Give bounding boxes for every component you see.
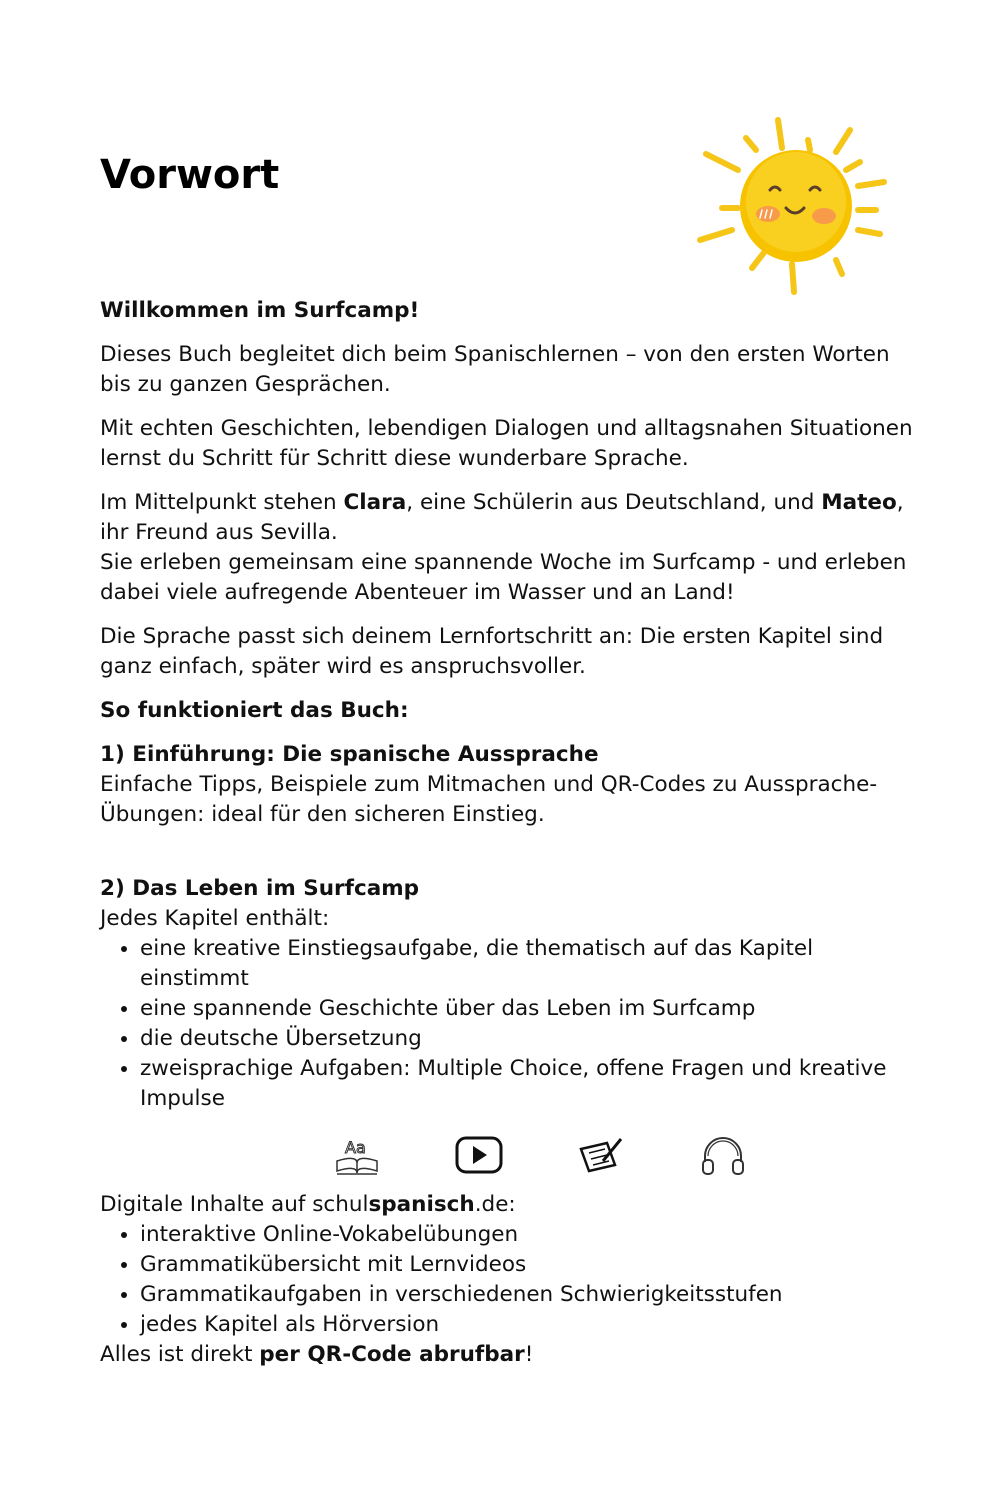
- outro-bold: per QR-Code abrufbar: [259, 1342, 525, 1367]
- list-item: • zweisprachige Aufgaben: Multiple Choice, offene Fragen und kreative Impulse: [140, 1054, 920, 1114]
- digital-intro-prefix: Digitale Inhalte auf schul: [100, 1192, 369, 1217]
- outro-prefix: Alles ist direkt: [100, 1342, 260, 1367]
- chapter-contents-list: [100, 934, 920, 1114]
- svg-text:Aa: Aa: [345, 1138, 366, 1157]
- p3-mid: , eine Schülerin aus Deutschland, und: [406, 490, 822, 515]
- video-play-icon: [454, 1132, 504, 1178]
- welcome-heading: Willkommen im Surfcamp!: [100, 298, 420, 323]
- character-name-mateo: Mateo: [821, 490, 897, 515]
- character-name-clara: Clara: [343, 490, 407, 515]
- howto-heading: So funktioniert das Buch:: [100, 698, 409, 723]
- intro-paragraph-2: Mit echten Geschichten, lebendigen Dialogen und alltagsnahen Situationen lernst du Schritt für Schritt diese wunderbare Sprache.: [100, 416, 913, 471]
- section-1-title: 1) Einführung: Die spanische Aussprache: [100, 742, 599, 767]
- digital-outro: [100, 1340, 920, 1370]
- list-item: • eine spannende Geschichte über das Leben im Surfcamp: [140, 994, 920, 1024]
- intro-paragraph-1: Dieses Buch begleitet dich beim Spanischlernen – von den ersten Worten bis zu ganzen Gesprächen.: [100, 342, 890, 397]
- list-item: • die deutsche Übersetzung: [140, 1024, 920, 1054]
- list-item: • Grammatikübersicht mit Lernvideos: [140, 1250, 920, 1280]
- digital-intro-brand: spanisch: [368, 1192, 475, 1217]
- dictionary-icon: [332, 1132, 382, 1178]
- intro-paragraph-3: [100, 488, 920, 608]
- list-item: • Grammatikaufgaben in verschiedenen Schwierigkeitsstufen: [140, 1280, 920, 1310]
- smiling-sun-icon: [690, 110, 890, 300]
- digital-content-list: [100, 1220, 920, 1340]
- p3-line2: Sie erleben gemeinsam eine spannende Woche im Surfcamp - und erleben dabei viele aufregende Abenteuer im Wasser und an Land!: [100, 550, 907, 605]
- digital-intro-suffix: .de:: [474, 1192, 516, 1217]
- section-2-title: 2) Das Leben im Surfcamp: [100, 876, 420, 901]
- digital-content: [100, 1190, 920, 1370]
- section-1-text: Einfache Tipps, Beispiele zum Mitmachen und QR-Codes zu Aussprache-Übungen: ideal für den sicheren Einstieg.: [100, 772, 878, 827]
- section-2-intro: Jedes Kapitel enthält:: [100, 906, 330, 931]
- feature-icons-row: [100, 1132, 920, 1178]
- section-2: [100, 874, 920, 1114]
- headphones-icon: [698, 1132, 748, 1178]
- outro-suffix: !: [524, 1342, 534, 1367]
- list-item: • eine kreative Einstiegsaufgabe, die thematisch auf das Kapitel einstimmt: [140, 934, 920, 994]
- list-item: • jedes Kapitel als Hörversion: [140, 1310, 920, 1340]
- p3-prefix: Im Mittelpunkt stehen: [100, 490, 344, 515]
- p3-suffix: , ihr Freund aus Sevilla.: [100, 490, 904, 545]
- section-1: [100, 740, 920, 830]
- digital-intro: [100, 1190, 920, 1220]
- page-title: Vorwort: [100, 152, 280, 198]
- writing-task-icon: [576, 1132, 626, 1178]
- preface-body: [100, 296, 920, 1370]
- list-item: • interaktive Online-Vokabelübungen: [140, 1220, 920, 1250]
- intro-paragraph-4: Die Sprache passt sich deinem Lernfortschritt an: Die ersten Kapitel sind ganz einfach, später wird es anspruchsvoller.: [100, 624, 884, 679]
